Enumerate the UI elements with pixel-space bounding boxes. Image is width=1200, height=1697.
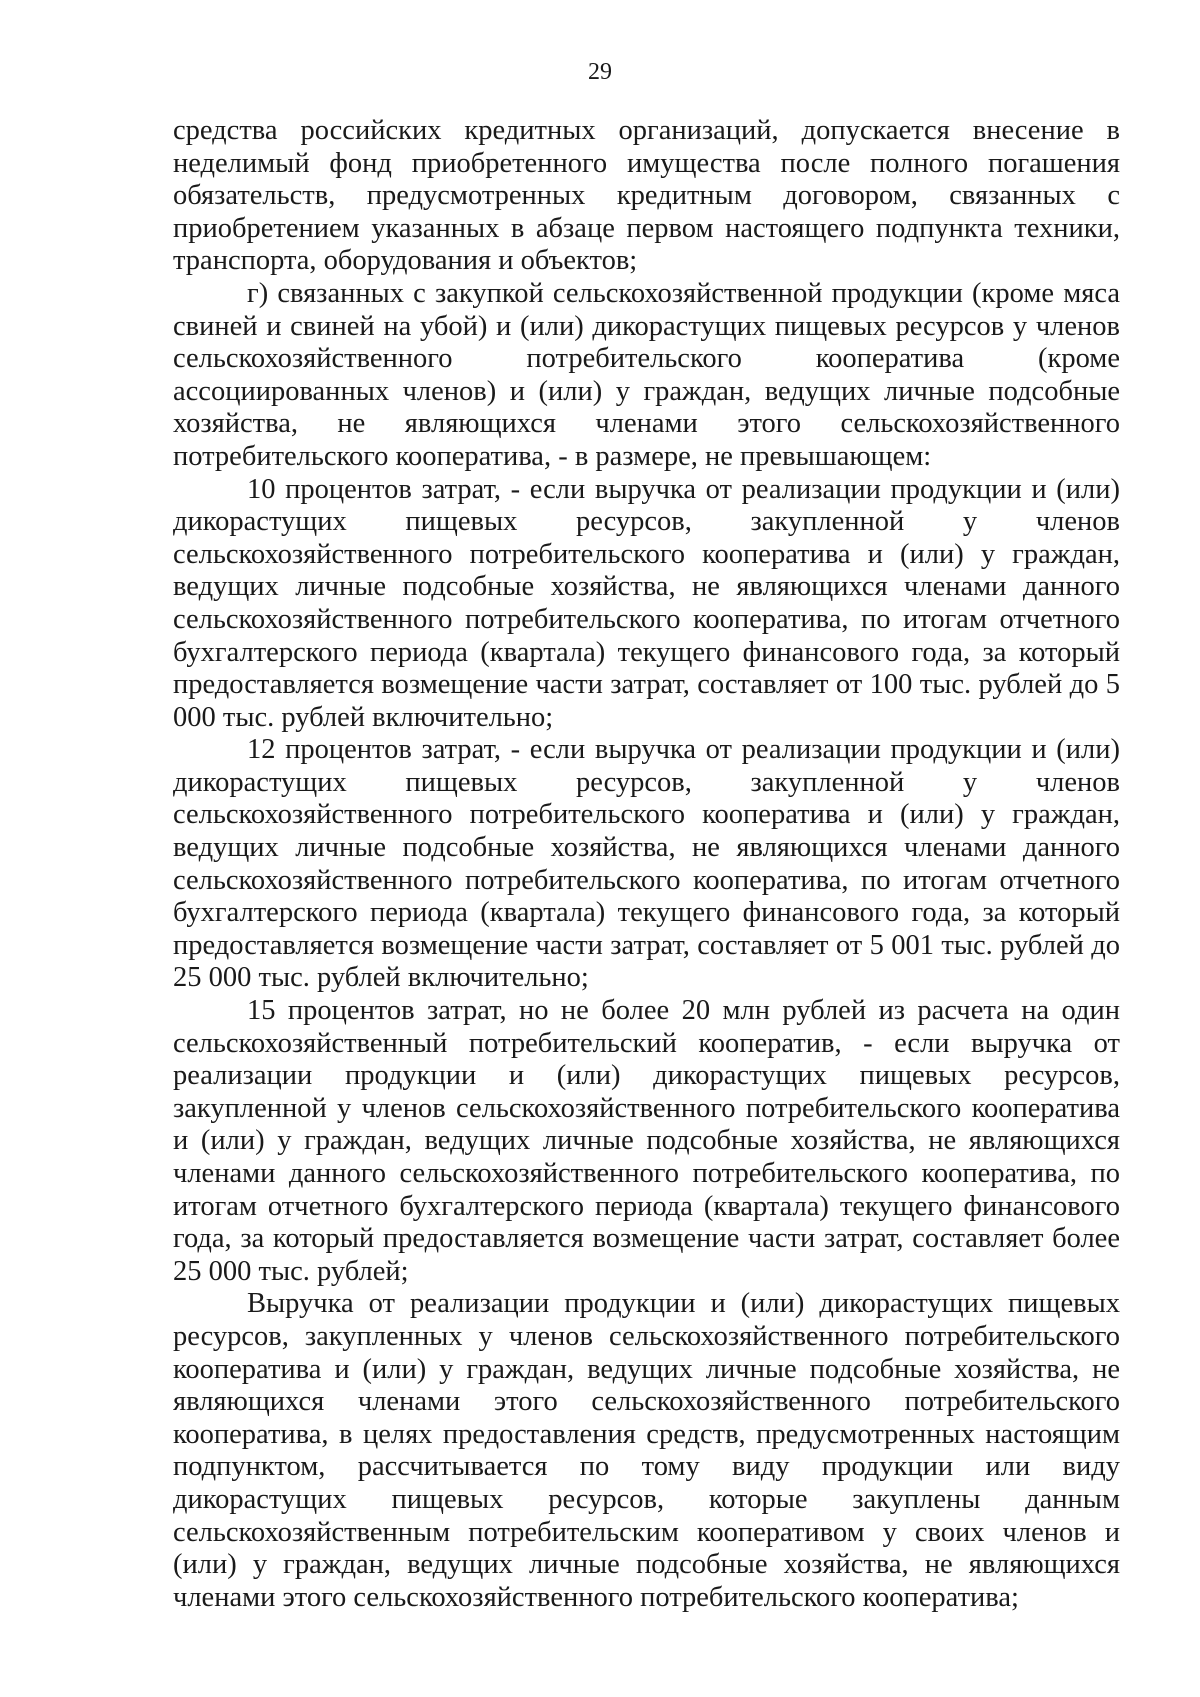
paragraph-revenue-calculation: Выручка от реализации продукции и (или) дикорастущих пищевых ресурсов, закупленных у членов сельскохозяйственного потребительского кооператива и (или) у граждан, ведущих личные подсобные хозяйства, не являющихся членами этого сельскохозяйственного потребительского кооператива, в целях предоставления средств, предусмотренных настоящим подпунктом, рассчитывается по тому виду продукции или виду дикорастущих пищевых ресурсов, которые закуплены данным сельскохозяйственным потребительским кооперативом у своих членов и (или) у граждан, ведущих личные подсобные хозяйства, не являющихся членами этого сельскохозяйственного потребительского кооператива; (173, 1288, 1120, 1613)
paragraph-continuation: средства российских кредитных организаций, допускается внесение в неделимый фонд приобретенного имущества после полного погашения обязательств, предусмотренных кредитным договором, связанных с приобретением указанных в абзаце первом настоящего подпункта техники, транспорта, оборудования и объектов; (173, 115, 1120, 277)
document-body (173, 115, 1120, 1614)
paragraph-rate-15: 15 процентов затрат, но не более 20 млн рублей из расчета на один сельскохозяйственный потребительский кооператив, - если выручка от реализации продукции и (или) дикорастущих пищевых ресурсов, закупленной у членов сельскохозяйственного потребительского кооператива и (или) у граждан, ведущих личные подсобные хозяйства, не являющихся членами данного сельскохозяйственного потребительского кооператива, по итогам отчетного бухгалтерского периода (квартала) текущего финансового года, за который предоставляется возмещение части затрат, составляет более 25 000 тыс. рублей; (173, 995, 1120, 1287)
paragraph-rate-10: 10 процентов затрат, - если выручка от реализации продукции и (или) дикорастущих пищевых ресурсов, закупленной у членов сельскохозяйственного потребительского кооператива и (или) у граждан, ведущих личные подсобные хозяйства, не являющихся членами данного сельскохозяйственного потребительского кооператива, по итогам отчетного бухгалтерского периода (квартала) текущего финансового года, за который предоставляется возмещение части затрат, составляет от 100 тыс. рублей до 5 000 тыс. рублей включительно; (173, 473, 1120, 733)
paragraph-subpoint-g: г) связанных с закупкой сельскохозяйственной продукции (кроме мяса свиней и свиней на убой) и (или) дикорастущих пищевых ресурсов у членов сельскохозяйственного потребительского кооператива (кроме ассоциированных членов) и (или) у граждан, ведущих личные подсобные хозяйства, не являющихся членами этого сельскохозяйственного потребительского кооператива, - в размере, не превышающем: (173, 277, 1120, 472)
page-number: 29 (588, 59, 612, 85)
paragraph-rate-12: 12 процентов затрат, - если выручка от реализации продукции и (или) дикорастущих пищевых ресурсов, закупленной у членов сельскохозяйственного потребительского кооператива и (или) у граждан, ведущих личные подсобные хозяйства, не являющихся членами данного сельскохозяйственного потребительского кооператива, по итогам отчетного бухгалтерского периода (квартала) текущего финансового года, за который предоставляется возмещение части затрат, составляет от 5 001 тыс. рублей до 25 000 тыс. рублей включительно; (173, 734, 1120, 994)
